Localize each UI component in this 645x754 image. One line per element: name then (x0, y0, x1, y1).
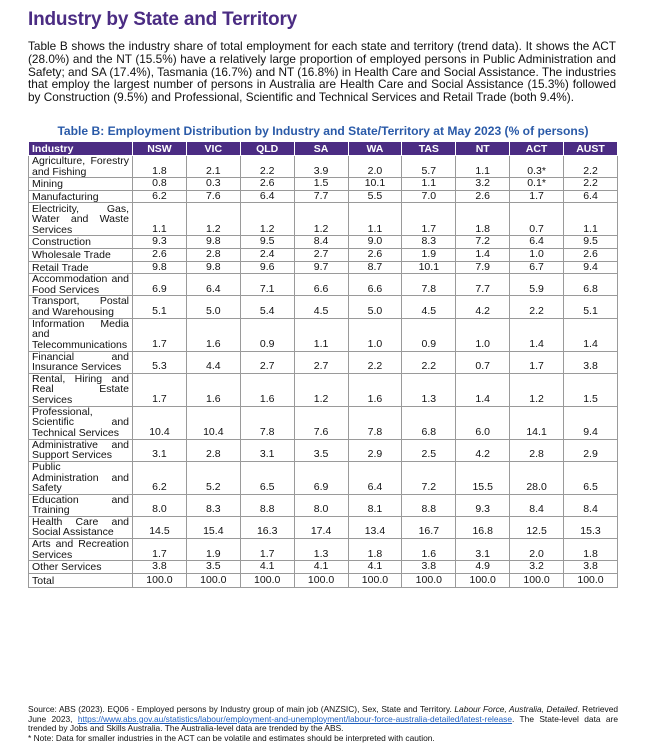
value-cell: 4.5 (402, 296, 456, 318)
value-cell: 6.9 (294, 461, 348, 494)
value-cell: 1.4 (510, 318, 564, 351)
value-cell: 1.0 (456, 318, 510, 351)
value-cell: 6.4 (240, 190, 294, 203)
value-cell: 1.6 (402, 539, 456, 561)
table-body (29, 156, 618, 588)
value-cell: 10.1 (348, 178, 402, 191)
value-cell: 8.0 (294, 494, 348, 516)
value-cell: 8.8 (402, 494, 456, 516)
table-caption: Table B: Employment Distribution by Industry and State/Territory at May 2023 (% of persons) (57, 124, 589, 138)
value-cell: 2.2 (564, 178, 618, 191)
value-cell: 1.2 (186, 203, 240, 236)
employment-table (28, 141, 618, 588)
value-cell: 8.4 (564, 494, 618, 516)
value-cell: 8.3 (186, 494, 240, 516)
value-cell: 9.6 (240, 261, 294, 274)
value-cell: 1.6 (186, 318, 240, 351)
value-cell: 10.1 (402, 261, 456, 274)
value-cell: 1.8 (348, 539, 402, 561)
value-cell: 3.2 (510, 561, 564, 574)
value-cell: 1.7 (402, 203, 456, 236)
value-cell: 0.7 (510, 203, 564, 236)
value-cell: 2.9 (348, 439, 402, 461)
value-cell: 9.5 (564, 236, 618, 249)
value-cell: 1.1 (348, 203, 402, 236)
value-cell: 4.2 (456, 439, 510, 461)
value-cell: 9.7 (294, 261, 348, 274)
value-cell: 0.1* (510, 178, 564, 191)
column-header-vic: VIC (186, 142, 240, 156)
value-cell: 1.0 (510, 248, 564, 261)
value-cell: 1.9 (402, 248, 456, 261)
value-cell: 6.9 (133, 274, 187, 296)
value-cell: 7.8 (402, 274, 456, 296)
value-cell: 1.5 (294, 178, 348, 191)
volatility-note: * Note: Data for smaller industries in the ACT can be volatile and estimates should be interpreted with caution. (28, 732, 435, 743)
value-cell: 0.7 (456, 351, 510, 373)
value-cell: 6.8 (564, 274, 618, 296)
value-cell: 5.4 (240, 296, 294, 318)
column-header-nsw: NSW (133, 142, 187, 156)
industry-cell: Total (29, 573, 133, 587)
value-cell: 1.4 (564, 318, 618, 351)
value-cell: 16.7 (402, 516, 456, 538)
value-cell: 2.8 (510, 439, 564, 461)
industry-cell: Accommodation and Food Services (29, 274, 133, 296)
value-cell: 16.3 (240, 516, 294, 538)
value-cell: 1.1 (294, 318, 348, 351)
value-cell: 9.4 (564, 406, 618, 439)
value-cell: 1.7 (510, 351, 564, 373)
value-cell: 4.4 (186, 351, 240, 373)
value-cell: 100.0 (348, 573, 402, 587)
table-row (29, 296, 618, 318)
page-title: Industry by State and Territory (28, 9, 298, 30)
industry-cell: Construction (29, 236, 133, 249)
value-cell: 2.4 (240, 248, 294, 261)
industry-cell: Financial and Insurance Services (29, 351, 133, 373)
value-cell: 1.7 (133, 539, 187, 561)
value-cell: 0.3 (186, 178, 240, 191)
table-row (29, 248, 618, 261)
value-cell: 7.7 (294, 190, 348, 203)
column-header-tas: TAS (402, 142, 456, 156)
industry-cell: Other Services (29, 561, 133, 574)
value-cell: 9.3 (456, 494, 510, 516)
value-cell: 100.0 (564, 573, 618, 587)
value-cell: 1.7 (240, 539, 294, 561)
value-cell: 3.9 (294, 156, 348, 178)
value-cell: 1.3 (402, 373, 456, 406)
industry-cell: Transport, Postal and Warehousing (29, 296, 133, 318)
value-cell: 4.9 (456, 561, 510, 574)
value-cell: 1.0 (348, 318, 402, 351)
table-row (29, 373, 618, 406)
industry-cell: Electricity, Gas, Water and Waste Services (29, 203, 133, 236)
value-cell: 5.7 (402, 156, 456, 178)
table-row (29, 190, 618, 203)
value-cell: 9.8 (133, 261, 187, 274)
value-cell: 1.6 (348, 373, 402, 406)
value-cell: 4.1 (240, 561, 294, 574)
value-cell: 10.4 (133, 406, 187, 439)
column-header-industry: Industry (29, 142, 133, 156)
table-row (29, 494, 618, 516)
value-cell: 5.3 (133, 351, 187, 373)
value-cell: 1.1 (133, 203, 187, 236)
source-note (28, 705, 618, 743)
value-cell: 8.4 (510, 494, 564, 516)
value-cell: 2.2 (564, 156, 618, 178)
value-cell: 4.5 (294, 296, 348, 318)
value-cell: 1.2 (240, 203, 294, 236)
value-cell: 100.0 (186, 573, 240, 587)
value-cell: 1.6 (240, 373, 294, 406)
value-cell: 14.5 (133, 516, 187, 538)
table-row (29, 351, 618, 373)
value-cell: 8.8 (240, 494, 294, 516)
value-cell: 1.7 (510, 190, 564, 203)
value-cell: 5.9 (510, 274, 564, 296)
table-row (29, 439, 618, 461)
value-cell: 6.6 (294, 274, 348, 296)
table-row (29, 318, 618, 351)
value-cell: 15.5 (456, 461, 510, 494)
value-cell: 7.6 (186, 190, 240, 203)
value-cell: 1.7 (133, 373, 187, 406)
column-header-qld: QLD (240, 142, 294, 156)
table-row (29, 156, 618, 178)
value-cell: 6.5 (564, 461, 618, 494)
source-title: Labour Force, Australia, Detailed (454, 704, 578, 714)
value-cell: 17.4 (294, 516, 348, 538)
value-cell: 15.4 (186, 516, 240, 538)
value-cell: 1.3 (294, 539, 348, 561)
value-cell: 7.0 (402, 190, 456, 203)
value-cell: 6.4 (186, 274, 240, 296)
value-cell: 14.1 (510, 406, 564, 439)
value-cell: 3.5 (294, 439, 348, 461)
industry-cell: Agriculture, Forestry and Fishing (29, 156, 133, 178)
value-cell: 5.1 (133, 296, 187, 318)
value-cell: 7.8 (240, 406, 294, 439)
value-cell: 15.3 (564, 516, 618, 538)
value-cell: 3.8 (402, 561, 456, 574)
value-cell: 0.3* (510, 156, 564, 178)
value-cell: 1.9 (186, 539, 240, 561)
value-cell: 100.0 (240, 573, 294, 587)
industry-cell: Public Administration and Safety (29, 461, 133, 494)
value-cell: 6.2 (133, 190, 187, 203)
column-header-aust: AUST (564, 142, 618, 156)
value-cell: 0.9 (240, 318, 294, 351)
value-cell: 3.1 (133, 439, 187, 461)
value-cell: 2.2 (510, 296, 564, 318)
value-cell: 1.7 (133, 318, 187, 351)
value-cell: 0.8 (133, 178, 187, 191)
value-cell: 100.0 (510, 573, 564, 587)
table-row (29, 461, 618, 494)
value-cell: 2.1 (186, 156, 240, 178)
value-cell: 1.6 (186, 373, 240, 406)
value-cell: 6.5 (240, 461, 294, 494)
source-lead: Source: ABS (2023). EQ06 - Employed persons by Industry group of main job (ANZSIC), Sex, State and Territory. (28, 704, 452, 714)
value-cell: 6.4 (564, 190, 618, 203)
column-header-nt: NT (456, 142, 510, 156)
value-cell: 7.2 (456, 236, 510, 249)
value-cell: 4.1 (348, 561, 402, 574)
value-cell: 2.0 (510, 539, 564, 561)
value-cell: 2.8 (186, 248, 240, 261)
intro-paragraph: Table B shows the industry share of total employment for each state and territory (trend data). It shows the ACT (28.0%) and the NT (15.5%) have a relatively large proportion of employed persons in Public Administration and Safety; and SA (17.4%), Tasmania (16.7%) and NT (16.8%) in Health Care and Social Assistance. The industries that employ the largest number of persons in Australia are Health Care and Social Assistance (15.3%) followed by Construction (9.5%) and Professional, Scientific and Technical Services and Retail Trade (both 9.4%). (28, 39, 616, 105)
value-cell: 7.9 (456, 261, 510, 274)
value-cell: 1.8 (564, 539, 618, 561)
value-cell: 6.4 (510, 236, 564, 249)
value-cell: 3.8 (564, 351, 618, 373)
table-row (29, 178, 618, 191)
value-cell: 100.0 (133, 573, 187, 587)
value-cell: 6.6 (348, 274, 402, 296)
table-header-row (29, 142, 618, 156)
value-cell: 13.4 (348, 516, 402, 538)
value-cell: 1.8 (456, 203, 510, 236)
value-cell: 7.2 (402, 461, 456, 494)
value-cell: 4.2 (456, 296, 510, 318)
value-cell: 5.1 (564, 296, 618, 318)
table-row (29, 539, 618, 561)
value-cell: 28.0 (510, 461, 564, 494)
value-cell: 9.5 (240, 236, 294, 249)
table-row (29, 261, 618, 274)
value-cell: 1.8 (133, 156, 187, 178)
value-cell: 3.1 (456, 539, 510, 561)
value-cell: 1.1 (564, 203, 618, 236)
table-row (29, 274, 618, 296)
value-cell: 2.6 (564, 248, 618, 261)
table-row (29, 516, 618, 538)
value-cell: 2.6 (133, 248, 187, 261)
value-cell: 6.4 (348, 461, 402, 494)
value-cell: 4.1 (294, 561, 348, 574)
value-cell: 5.0 (186, 296, 240, 318)
value-cell: 8.4 (294, 236, 348, 249)
value-cell: 9.0 (348, 236, 402, 249)
value-cell: 1.4 (456, 248, 510, 261)
industry-cell: Arts and Recreation Services (29, 539, 133, 561)
value-cell: 1.4 (456, 373, 510, 406)
value-cell: 1.2 (294, 373, 348, 406)
industry-cell: Manufacturing (29, 190, 133, 203)
value-cell: 1.2 (294, 203, 348, 236)
value-cell: 2.6 (240, 178, 294, 191)
table-row (29, 236, 618, 249)
value-cell: 1.5 (564, 373, 618, 406)
value-cell: 2.8 (186, 439, 240, 461)
source-retrieved: . Retrieved June 2023, (28, 704, 619, 724)
value-cell: 7.6 (294, 406, 348, 439)
value-cell: 1.1 (456, 156, 510, 178)
table-row (29, 406, 618, 439)
value-cell: 9.8 (186, 261, 240, 274)
value-cell: 2.6 (348, 248, 402, 261)
industry-cell: Administrative and Support Services (29, 439, 133, 461)
table-row (29, 561, 618, 574)
value-cell: 2.7 (240, 351, 294, 373)
value-cell: 100.0 (402, 573, 456, 587)
industry-cell: Rental, Hiring and Real Estate Services (29, 373, 133, 406)
value-cell: 9.4 (564, 261, 618, 274)
value-cell: 12.5 (510, 516, 564, 538)
value-cell: 6.2 (133, 461, 187, 494)
industry-cell: Professional, Scientific and Technical Services (29, 406, 133, 439)
table-row (29, 203, 618, 236)
value-cell: 5.0 (348, 296, 402, 318)
value-cell: 2.2 (402, 351, 456, 373)
value-cell: 7.7 (456, 274, 510, 296)
value-cell: 16.8 (456, 516, 510, 538)
value-cell: 6.0 (456, 406, 510, 439)
value-cell: 7.8 (348, 406, 402, 439)
table-row (29, 573, 618, 587)
value-cell: 3.8 (564, 561, 618, 574)
source-tail: . The State-level data are trended by Jobs and Skills Australia. The Australia-level data are trended by the ABS. (28, 713, 619, 734)
industry-cell: Retail Trade (29, 261, 133, 274)
column-header-act: ACT (510, 142, 564, 156)
value-cell: 3.5 (186, 561, 240, 574)
value-cell: 5.5 (348, 190, 402, 203)
value-cell: 3.8 (133, 561, 187, 574)
value-cell: 6.8 (402, 406, 456, 439)
column-header-wa: WA (348, 142, 402, 156)
value-cell: 8.7 (348, 261, 402, 274)
value-cell: 100.0 (456, 573, 510, 587)
value-cell: 1.2 (510, 373, 564, 406)
industry-cell: Information Media and Telecommunications (29, 318, 133, 351)
value-cell: 2.9 (564, 439, 618, 461)
value-cell: 6.7 (510, 261, 564, 274)
industry-cell: Wholesale Trade (29, 248, 133, 261)
value-cell: 7.1 (240, 274, 294, 296)
value-cell: 8.3 (402, 236, 456, 249)
value-cell: 9.3 (133, 236, 187, 249)
value-cell: 0.9 (402, 318, 456, 351)
column-header-sa: SA (294, 142, 348, 156)
value-cell: 2.2 (240, 156, 294, 178)
value-cell: 100.0 (294, 573, 348, 587)
industry-cell: Health Care and Social Assistance (29, 516, 133, 538)
value-cell: 10.4 (186, 406, 240, 439)
value-cell: 2.7 (294, 351, 348, 373)
value-cell: 8.1 (348, 494, 402, 516)
industry-cell: Education and Training (29, 494, 133, 516)
value-cell: 2.2 (348, 351, 402, 373)
value-cell: 3.1 (240, 439, 294, 461)
value-cell: 1.1 (402, 178, 456, 191)
value-cell: 2.6 (456, 190, 510, 203)
value-cell: 3.2 (456, 178, 510, 191)
value-cell: 2.5 (402, 439, 456, 461)
industry-cell: Mining (29, 178, 133, 191)
value-cell: 8.0 (133, 494, 187, 516)
value-cell: 5.2 (186, 461, 240, 494)
value-cell: 2.7 (294, 248, 348, 261)
source-link[interactable]: https://www.abs.gov.au/statistics/labour/employment-and-unemployment/labour-force-australia-detailed/latest-release (77, 713, 513, 724)
value-cell: 2.0 (348, 156, 402, 178)
value-cell: 9.8 (186, 236, 240, 249)
